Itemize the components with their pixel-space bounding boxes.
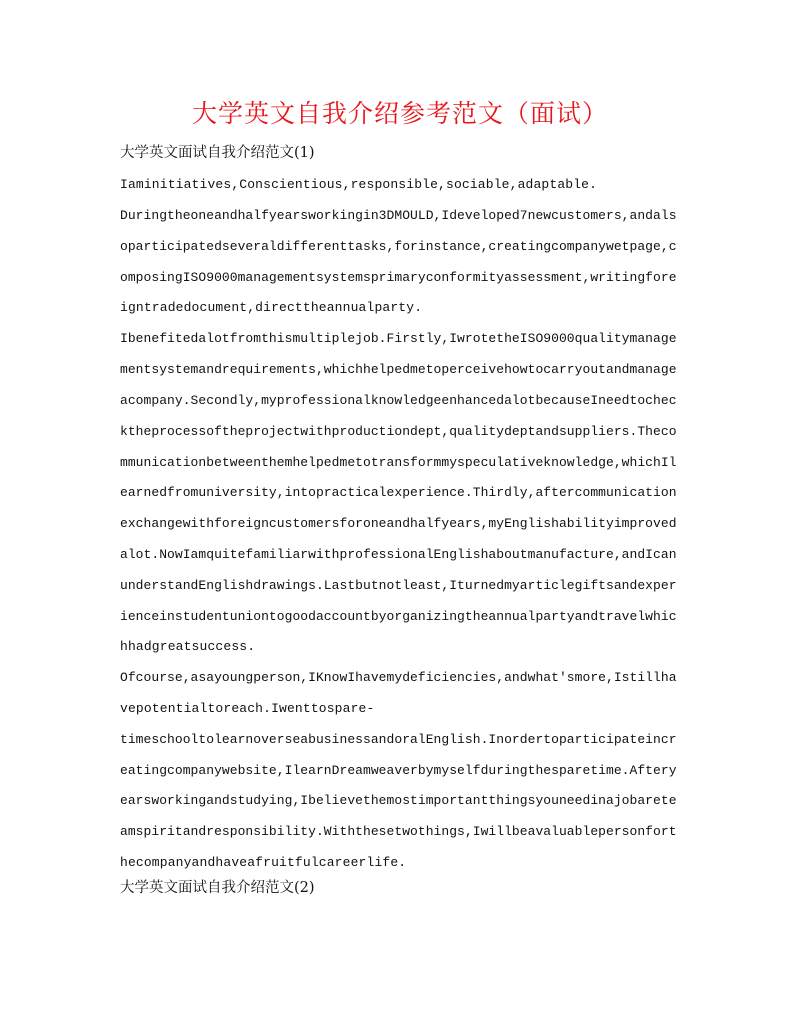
body-line: oparticipatedseveraldifferenttasks,forinstance,creatingcompanywetpage,c (120, 239, 677, 254)
body-line: ktheprocessoftheprojectwithproductiondept,qualitydeptandsuppliers.Theco (120, 424, 677, 439)
body-line: Ofcourse,asayoungperson,IKnowIhavemydeficiencies,andwhat'smore,Istillha (120, 670, 677, 685)
body-line: igntradedocument,directtheannualparty. (120, 300, 423, 315)
body-line: amspiritandresponsibility.Withthesetwothings,Iwillbeavaluablepersonfort (120, 824, 677, 839)
body-line: exchangewithforeigncustomersforoneandhalfyears,myEnglishabilityimproved (120, 516, 677, 531)
body-line: Iaminitiatives,Conscientious,responsible,sociable,adaptable. (120, 177, 598, 192)
body-line: Duringtheoneandhalfyearsworkingin3DMOULD,Ideveloped7newcustomers,andals (120, 208, 677, 223)
body-line: eatingcompanywebsite,IlearnDreamweaverbymyselfduringthesparetime.Aftery (120, 763, 677, 778)
body-line: mmunicationbetweenthemhelpedmetotransformmyspeculativeknowledge,whichIl (120, 455, 677, 470)
body-line: earsworkingandstudying,Ibelievethemostimportantthingsyouneedinajobarete (120, 793, 677, 808)
body-line: vepotentialtoreach.Iwenttospare- (120, 701, 375, 716)
body-line: mentsystemandrequirements,whichhelpedmetoperceivehowtocarryoutandmanage (120, 362, 677, 377)
body-line: hecompanyandhaveafruitfulcareerlife. (120, 855, 407, 870)
section-heading-1: 大学英文面试自我介绍范文(1) (120, 145, 315, 161)
body-line: timeschooltolearnoverseabusinessandoralEnglish.Inordertoparticipateincr (120, 732, 677, 747)
body-line: hhadgreatsuccess. (120, 639, 256, 654)
body-line: alot.NowIamquitefamiliarwithprofessionalEnglishaboutmanufacture,andIcan (120, 547, 677, 562)
body-line: acompany.Secondly,myprofessionalknowledgeenhancedalotbecauseIneedtochec (120, 393, 677, 408)
body-line: earnedfromuniversity,intopracticalexperience.Thirdly,aftercommunication (120, 485, 677, 500)
body-line: ienceinstudentuniontogoodaccountbyorganizingtheannualpartyandtravelwhic (120, 609, 677, 624)
section-heading-2: 大学英文面试自我介绍范文(2) (120, 880, 315, 896)
body-line: understandEnglishdrawings.Lastbutnotleast,Iturnedmyarticlegiftsandexper (120, 578, 677, 593)
body-line: omposingISO9000managementsystemsprimaryconformityassessment,writingfore (120, 270, 677, 285)
document-title: 大学英文自我介绍参考范文（面试） (191, 99, 608, 128)
body-line: Ibenefitedalotfromthismultiplejob.Firstly,IwrotetheISO9000qualitymanage (120, 331, 677, 346)
